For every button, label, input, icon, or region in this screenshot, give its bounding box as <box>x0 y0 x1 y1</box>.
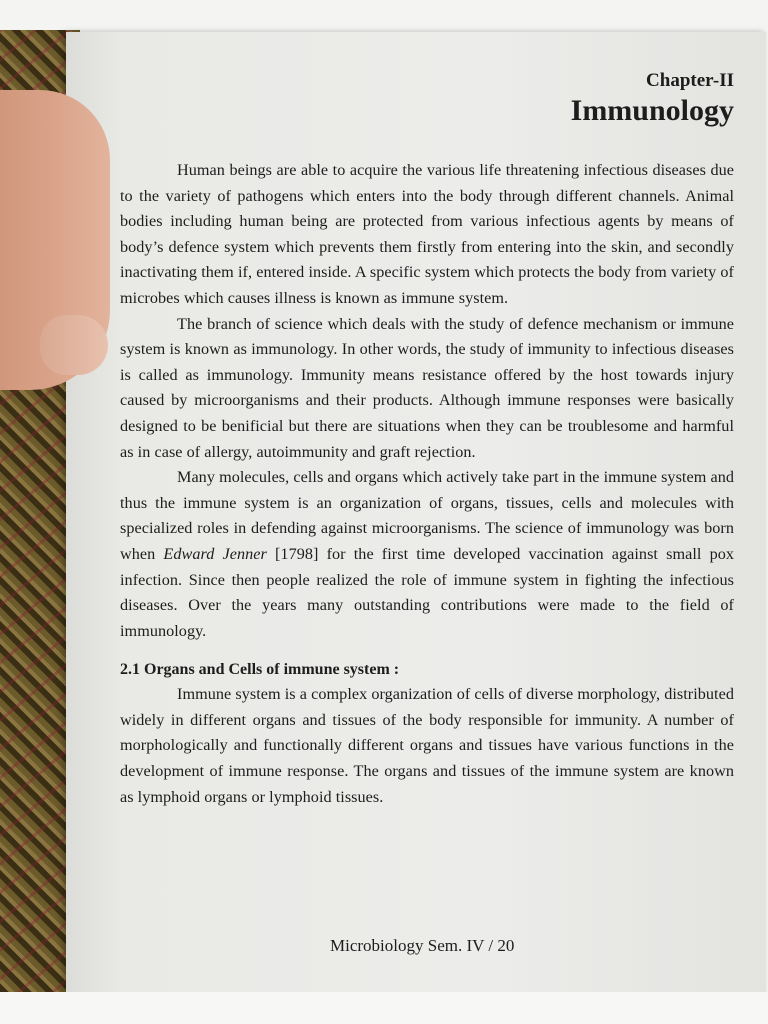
paragraph-text: Many molecules, cells and organs which actively take part in the immune system and thus the immune system is an organization of organs, tissues, cells and molecules with specialized roles in defending against microorganisms. The science of immunology was born when <box>120 468 734 563</box>
thumbnail-fingertip <box>40 315 108 375</box>
paragraph-organs-cells: Immune system is a complex organization of cells of diverse morphology, distributed widely in different organs and tissues of the body responsible for immunity. A number of morphologically and functionally different organs and tissues have various functions in the development of immune response. The organs and tissues of the immune system are known as lymphoid organs or lymphoid tissues. <box>120 685 734 806</box>
floor-background <box>0 992 768 1024</box>
paragraph-intro: Human beings are able to acquire the various life threatening infectious diseases due to the variety of pathogens which enters into the body through different channels. Animal bodies including human being are protected from various infectious agents by means of body’s defence system which prevents them firstly from entering into the skin, and secondly inactivating them if, entered inside. A specific system which protects the body from variety of microbes which causes illness is known as immune system. <box>120 161 734 307</box>
paragraph-text: [1798] for the first time developed vaccination against small pox infection. Since then people realized the role of immune system in fighting the infectious diseases. Over the years many outstanding contributions were made to the field of immunology. <box>120 544 735 640</box>
section-heading: 2.1 Organs and Cells of immune system : <box>120 661 400 679</box>
page-footer: Microbiology Sem. IV / 20 <box>330 936 515 955</box>
chapter-title: Immunology <box>570 94 734 127</box>
paragraph-immune-organization <box>120 465 734 644</box>
person-name: Edward Jenner <box>163 544 267 563</box>
chapter-label: Chapter-II <box>646 70 734 91</box>
body-text <box>120 158 734 810</box>
paragraph-immunology-definition: The branch of science which deals with the study of defence mechanism or immune system is known as immunology. In other words, the study of immunity to infectious diseases is called as immunology. Immunity means resistance offered by the host towards injury caused by microorganisms and their products. Although immune responses were basically designed to be benificial but there are situations when they can be troublesome and harmful as in case of allergy, autoimmunity and graft rejection. <box>120 314 734 461</box>
page-content <box>120 70 734 810</box>
